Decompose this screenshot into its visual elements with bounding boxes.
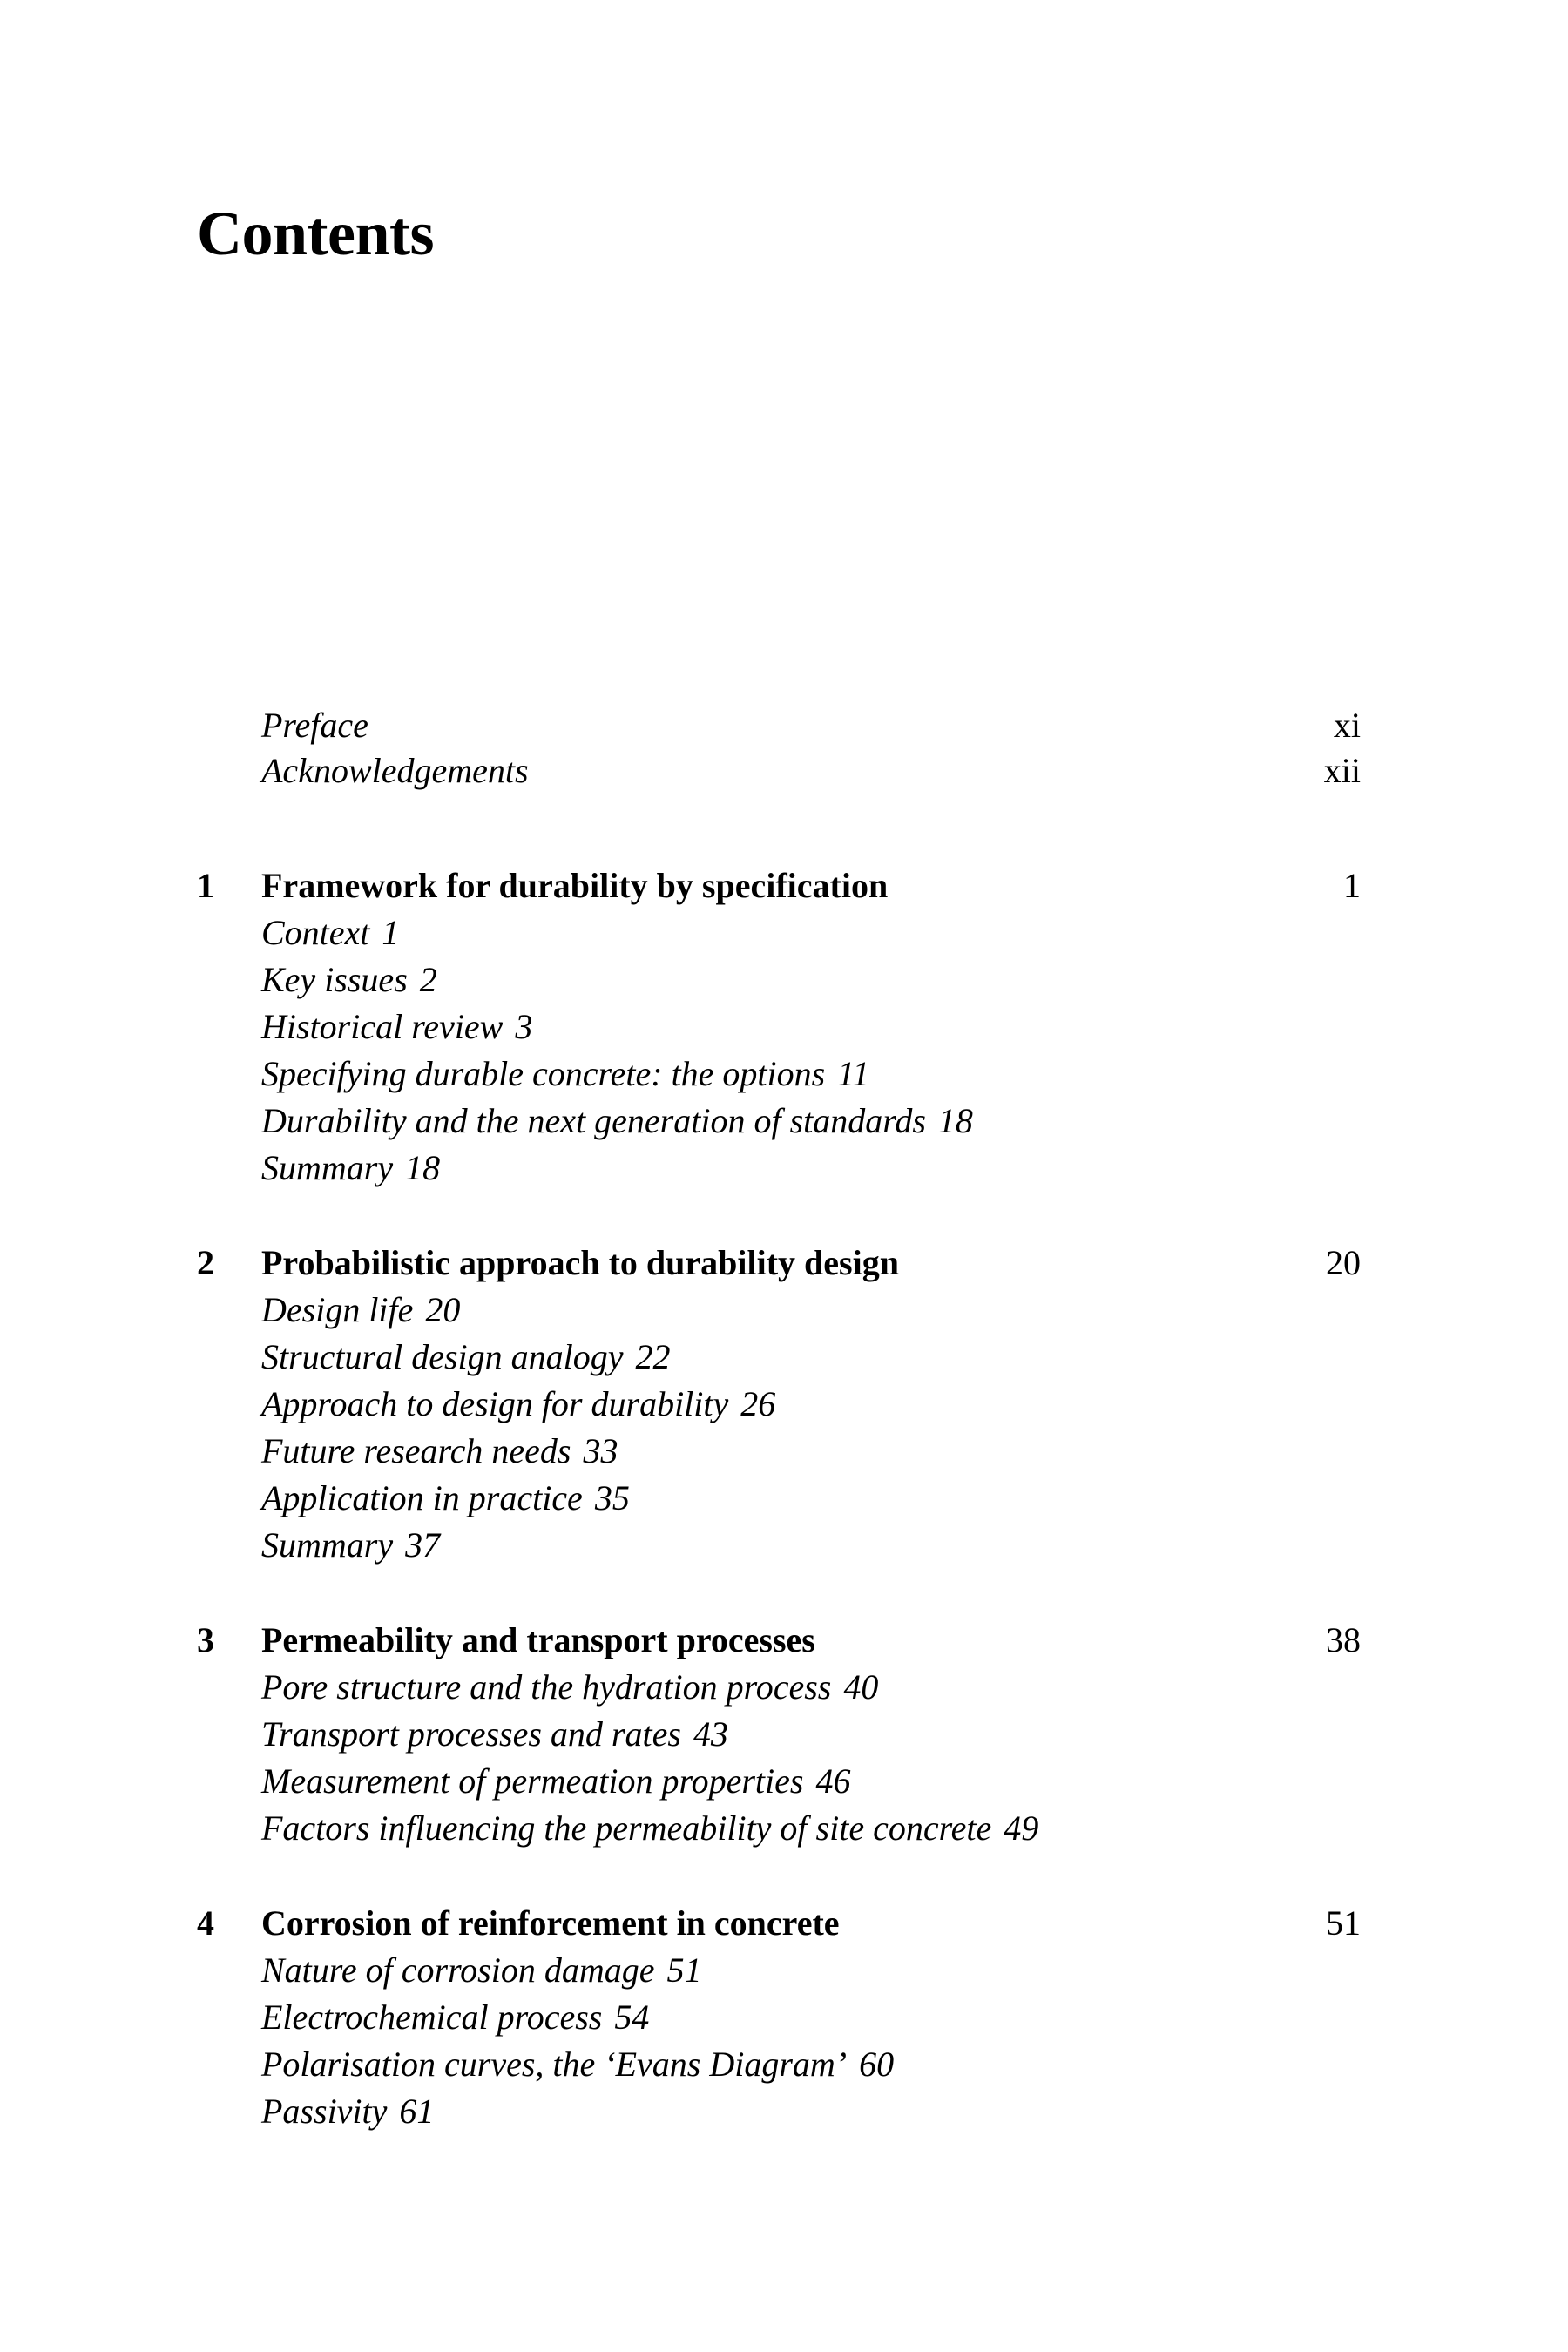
section-entry[interactable]: [261, 1287, 1361, 1334]
section-entry[interactable]: [261, 1805, 1361, 1852]
section-page: 33: [583, 1431, 618, 1470]
section-page: 11: [837, 1054, 870, 1093]
section-entry[interactable]: [261, 1098, 1361, 1145]
section-page: 43: [693, 1714, 728, 1754]
section-title: Durability and the next generation of standards: [261, 1101, 926, 1140]
chapter-1: [197, 862, 1361, 1192]
section-title: Approach to design for durability: [261, 1384, 729, 1423]
chapter-title: Permeability and transport processes: [261, 1620, 815, 1659]
section-list: [197, 1287, 1361, 1569]
section-title: Passivity: [261, 2092, 388, 2131]
chapter-2: [197, 1240, 1361, 1569]
section-page: 61: [399, 2092, 435, 2131]
toc-entry-acknowledgements[interactable]: [261, 748, 1361, 794]
section-page: 18: [405, 1148, 441, 1187]
section-entry[interactable]: [261, 2041, 1361, 2088]
section-title: Historical review: [261, 1007, 504, 1046]
section-entry[interactable]: [261, 1145, 1361, 1192]
chapter-heading[interactable]: [197, 1900, 1361, 1947]
toc-entry-preface[interactable]: [261, 703, 1361, 748]
section-title: Future research needs: [261, 1431, 571, 1470]
chapter-title: Corrosion of reinforcement in concrete: [261, 1903, 840, 1943]
section-entry[interactable]: [261, 1334, 1361, 1381]
chapter-list: [197, 862, 1361, 2183]
section-entry[interactable]: [261, 1004, 1361, 1051]
section-title: Summary: [261, 1525, 394, 1565]
section-page: 2: [419, 960, 437, 999]
section-entry[interactable]: [261, 956, 1361, 1004]
section-title: Factors influencing the permeability of site concrete: [261, 1808, 992, 1848]
section-page: 3: [515, 1007, 533, 1046]
section-entry[interactable]: [261, 1711, 1361, 1758]
chapter-number: 1: [197, 866, 214, 905]
toc-entry-label: Preface: [261, 706, 368, 745]
section-page: 51: [666, 1950, 702, 1990]
toc-entry-page: xi: [1333, 706, 1361, 745]
section-entry[interactable]: [261, 1522, 1361, 1569]
section-page: 60: [859, 2044, 895, 2084]
chapter-page: 51: [1326, 1903, 1361, 1943]
section-title: Pore structure and the hydration process: [261, 1667, 832, 1707]
section-entry[interactable]: [261, 1475, 1361, 1522]
section-title: Transport processes and rates: [261, 1714, 681, 1754]
chapter-number: 4: [197, 1903, 214, 1943]
section-list: [197, 1664, 1361, 1852]
chapter-number: 2: [197, 1243, 214, 1282]
section-title: Electrochemical process: [261, 1997, 603, 2037]
section-entry[interactable]: [261, 909, 1361, 956]
section-page: 49: [1004, 1808, 1039, 1848]
chapter-heading[interactable]: [197, 1617, 1361, 1664]
section-title: Key issues: [261, 960, 408, 999]
chapter-page: 38: [1326, 1620, 1361, 1659]
chapter-title: Framework for durability by specification: [261, 866, 889, 905]
section-page: 40: [843, 1667, 879, 1707]
section-page: 37: [405, 1525, 441, 1565]
chapter-heading[interactable]: [197, 862, 1361, 909]
section-entry[interactable]: [261, 1051, 1361, 1098]
section-title: Application in practice: [261, 1478, 583, 1517]
section-page: 54: [614, 1997, 650, 2037]
section-title: Context: [261, 913, 370, 952]
section-page: 35: [594, 1478, 630, 1517]
chapter-heading[interactable]: [197, 1240, 1361, 1287]
front-matter-list: [261, 703, 1361, 794]
section-title: Structural design analogy: [261, 1337, 624, 1376]
chapter-page: 1: [1343, 866, 1361, 905]
section-title: Summary: [261, 1148, 394, 1187]
section-page: 20: [425, 1290, 461, 1329]
section-list: [197, 909, 1361, 1192]
section-title: Nature of corrosion damage: [261, 1950, 655, 1990]
chapter-4: [197, 1900, 1361, 2135]
toc-entry-label: Acknowledgements: [261, 751, 529, 790]
section-entry[interactable]: [261, 1381, 1361, 1428]
section-page: 26: [740, 1384, 776, 1423]
section-title: Specifying durable concrete: the options: [261, 1054, 826, 1093]
chapter-number: 3: [197, 1620, 214, 1659]
section-page: 1: [382, 913, 400, 952]
section-page: 22: [635, 1337, 671, 1376]
section-entry[interactable]: [261, 1994, 1361, 2041]
section-page: 18: [937, 1101, 973, 1140]
chapter-page: 20: [1326, 1243, 1361, 1282]
page-title: Contents: [197, 199, 435, 268]
section-entry[interactable]: [261, 1947, 1361, 1994]
section-title: Polarisation curves, the ‘Evans Diagram’: [261, 2044, 848, 2084]
section-entry[interactable]: [261, 1664, 1361, 1711]
chapter-title: Probabilistic approach to durability design: [261, 1243, 899, 1282]
toc-entry-page: xii: [1323, 751, 1361, 790]
section-title: Measurement of permeation properties: [261, 1761, 804, 1801]
chapter-3: [197, 1617, 1361, 1852]
section-entry[interactable]: [261, 2088, 1361, 2135]
section-page: 46: [815, 1761, 851, 1801]
section-entry[interactable]: [261, 1758, 1361, 1805]
section-list: [197, 1947, 1361, 2135]
section-title: Design life: [261, 1290, 414, 1329]
section-entry[interactable]: [261, 1428, 1361, 1475]
